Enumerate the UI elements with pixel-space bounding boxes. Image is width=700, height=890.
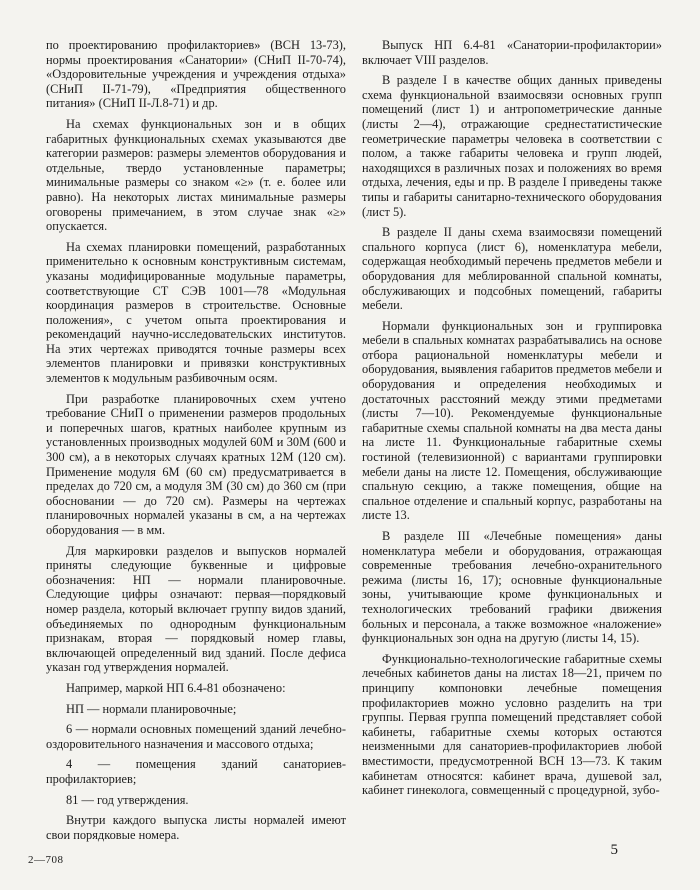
paragraph: Например, маркой НП 6.4-81 обозначено: bbox=[66, 680, 286, 695]
paragraph: Функционально-технологические габаритные схемы лечебных кабинетов даны на листах 18—21, причем по принципу компоновки лечебные помещения профилакториев можно условно разделить на три группы. Первая группа помещений представляет собой кабинеты, габаритные схемы которых остаются неизменными для санаториев-профилакториев любой вместимости, предусмотренной ВСН 13—73. К таким кабинетам относятся: кабинет врача, душевой зал, кабинет гинеколога, совмещенный с процедурной, зубо- bbox=[362, 651, 662, 798]
paragraph: 4 — помещения зданий санаториев-профилакториев; bbox=[46, 757, 346, 786]
page-number: 5 bbox=[610, 842, 618, 858]
paragraph: В разделе II даны схема взаимосвязи помещений спального корпуса (лист 6), номенклатура мебели, содержащая необходимый перечень предметов мебели и оборудования для меблированной спальной комнаты, обслуживающих и подсобных помещений, габариты мебели. bbox=[362, 225, 662, 313]
paragraph: 81 — год утверждения. bbox=[66, 792, 189, 807]
right-text-column bbox=[362, 38, 662, 804]
paragraph: Для маркировки разделов и выпусков нормалей приняты следующие буквенные и цифровые обозначения: НП — нормали планировочные. Следующие цифры означают: первая—порядковый номер раздела, который включает группу видов зданий, объединяемых по однородным функциональным признакам, вторая — порядковый номер главы, включающей определенный вид зданий. После дефиса указан год утверждения нормалей. bbox=[46, 543, 346, 675]
printer-signature-mark: 2—708 bbox=[28, 854, 64, 866]
paragraph: В разделе III «Лечебные помещения» даны номенклатура мебели и оборудования, отражающая современные требования лечебно-охранительного режима (листы 16, 17); основные функциональные зоны, учитывающие кроме функциональных и технологических требований графики движения больных и персонала, а также возможное «наложение» функциональных зон одна на другую (листы 14, 15). bbox=[362, 529, 662, 646]
paragraph: На схемах планировки помещений, разработанных применительно к основным конструктивным системам, указаны модифицированные модульные параметры, соответствующие СТ СЭВ 1001—78 «Модульная координация размеров в строительстве. Основные положения», с учетом опыта проектирования и рекомендаций научно-исследовательских институтов. На этих чертежах приводятся точные размеры всех элементов планировки и привязки конструктивных элементов к модульным разбивочным осям. bbox=[46, 239, 346, 386]
paragraph: НП — нормали планировочные; bbox=[66, 701, 237, 716]
paragraph: Выпуск НП 6.4-81 «Санатории-профилактории» включает VIII разделов. bbox=[362, 38, 662, 67]
paragraph: Нормали функциональных зон и группировка мебели в спальных комнатах разрабатывались на основе отбора рациональной номенклатуры мебели и оборудования, выявления габаритов предметов мебели и оборудования и определения необходимых и достаточных расстояний между этими предметами (листы 7—10). Рекомендуемые функциональные габаритные схемы спальной комнаты на два места даны на листе 11. Функциональные габаритные схемы гостиной (телевизионной) с вариантами группировки мебели даны на листе 12. Помещения, обслуживающие спальную секцию, а также помещения, общие на спальное отделение и спальный корпус, разработаны на листе 13. bbox=[362, 318, 662, 523]
paragraph: В разделе I в качестве общих данных приведены схема функциональной взаимосвязи основных групп помещений (лист 1) и антропометрические данные (листы 2—4), отражающие среднестатистические геометрические параметры человека в соответствии с полом, а также габариты человека и групп людей, находящихся в различных позах и положениях во время отдыха, лечения, еды и пр. В разделе I приведены также типы и габариты санитарно-технического оборудования (лист 5). bbox=[362, 73, 662, 219]
paragraph: На схемах функциональных зон и в общих габаритных функциональных схемах указываются две категории размеров: размеры элементов оборудования и отдельные, твердо установленные параметры; минимальные размеры со знаком «≥» (т. е. более или равно). На некоторых листах минимальные размеры оговорены примечанием, в этом случае знак «≥» опускается. bbox=[46, 116, 346, 234]
left-text-column bbox=[46, 38, 346, 848]
paragraph: по проектированию профилакториев» (ВСН 13-73), нормы проектирования «Санатории» (СНиП II-70-74), «Оздоровительные учреждения и учреждения отдыха» (СНиП II-71-79), «Предприятия общественного питания» (СНиП II-Л.8-71) и др. bbox=[46, 38, 346, 111]
paragraph: 6 — нормали основных помещений зданий лечебно-оздоровительного назначения и массового отдыха; bbox=[46, 722, 346, 751]
paragraph: При разработке планировочных схем учтено требование СНиП о применении размеров продольных и поперечных шагов, кратных наиболее крупным из установленных производных модулей 60М и 30М (600 и 300 см), а в некоторых случаях кратных 12М (120 см). Применение модуля 6М (60 см) предусматривается в пределах до 720 см, а модуля 3М (30 см) до 360 см (при обосновании — до 720 см). Размеры на чертежах планировочных нормалей указаны в см, а на чертежах оборудования — в мм. bbox=[46, 391, 346, 537]
paragraph: Внутри каждого выпуска листы нормалей имеют свои порядковые номера. bbox=[46, 813, 346, 842]
